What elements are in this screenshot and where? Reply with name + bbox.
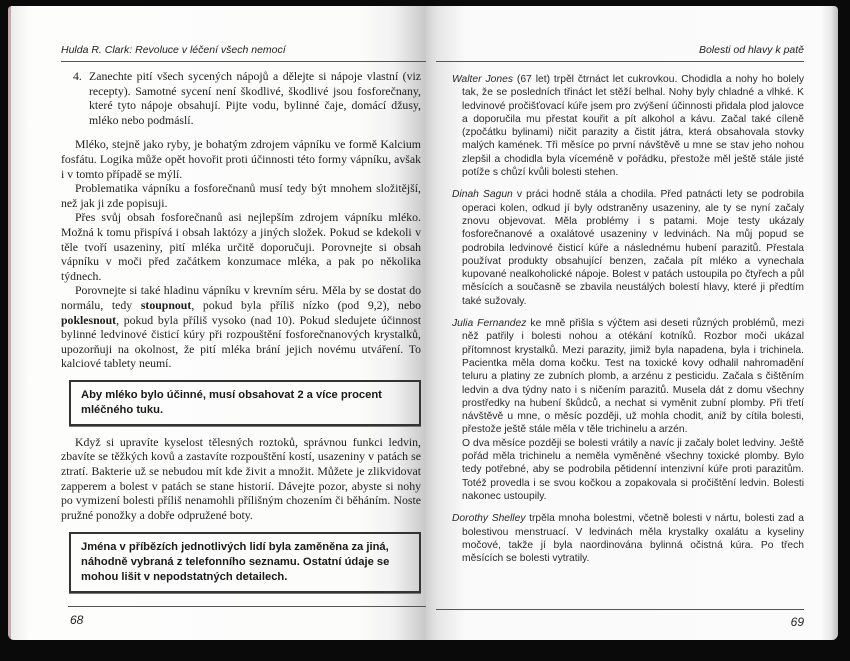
running-head-right: Bolesti od hlavy k patě [698,44,804,56]
case-continuation: O dva měsíce později se bolesti vrátily a navíc ji začaly bolet ledviny. Ještě pořád měla trichinelu a neměla vyměněné všechny toxické plomby. Bylo tedy potřebné, aby se podrobila pětidenní intenzivní kúře proti parazitům. Totéž provedla i se svou kočkou a zopakovala si pročištění ledvin. Bolesti nakonec ustoupily. [462,437,804,502]
text-run: , pokud byla příliš vysoko (nad 10). Pokud sledujete účinnost bylinné ledvinové čisticí kúry při rozpouštění fosforečnanových krystalků, upozorňuji na okolnost, že pití mléka brání jejich novému utváření. To kalciové tablety neumí. [61,312,421,371]
bold-term: poklesnout [61,312,117,327]
case-story [452,512,804,565]
patient-name: Dorothy Shelley [452,513,526,525]
page-number-left: 68 [70,613,84,627]
footer-rule [436,609,804,610]
right-page [426,6,838,640]
page-number-right: 69 [790,615,804,629]
left-page [8,6,426,640]
bold-term: stoupnout [140,297,192,312]
header-rule [436,61,804,62]
paragraph [61,283,421,371]
book-spread [8,6,844,644]
right-body [452,73,804,574]
running-head-left: Hulda R. Clark: Revoluce v léčení všech nemocí [61,44,286,56]
callout-box: Aby mléko bylo účinné, musí obsahovat 2 a více procent mléčného tuku. [69,380,421,426]
patient-name: Julia Fernandez [452,318,527,330]
header-rule [61,61,426,62]
case-text: trpěla mnoha bolestmi, včetně bolesti v nártu, bolesti zad a bolestivou menstruací. V ledvinách měla krystalky oxalátu a kyseliny močové, takže jí byla naordinována bylinná očistná kúra. Po třech měsících se bolesti vytratily. [462,513,804,565]
paragraph: Když si upravíte kyselost tělesných roztoků, správnou funkci ledvin, zbavíte se těžkých kovů a zastavíte rozpouštění kostí, usazeniny v patách se ztratí. Bakterie už se nebudou mít kde živit a množit. Můžete je zlikvidovat zapperem a bolest v patách se stane historií. Dávejte pozor, abyste si nohy po vymizení bolesti příliš nenamohli přílišným chozením či běháním. Noste pružné ponožky a dobře odpružené boty. [61,434,421,522]
case-story [452,317,804,437]
text-run: , pokud byla příliš nízko (pod 9,2), nebo [191,297,421,312]
case-text: v práci hodně stála a chodila. Před patnácti lety se podrobila operaci kolen, odkud jí byly odstraněny usazeniny, ale ty se nyní začaly znovu objevovat. Měla problémy i s patami. Moje testy ukázaly fosforečnanové a oxalátové usazeniny v ledvinách. Na můj popud se podrobila ledvinové čisticí kúře a následnému hubení parazitů. Přestala používat produkty obsahující benzen, začala pít mléko a vynechala kupované nealkoholické nápoje. Bolest v patách ustoupila po čtyřech a půl měsících a současně se zbavila neustálých bolestí hlavy, které ji předtím také sužovaly. [462,189,804,307]
case-story [452,188,804,308]
footer-rule [68,606,426,607]
case-text: ke mně přišla s výčtem asi deseti různých problémů, mezi něž patřily i bolesti nohou a otékání kotníků. Rozbor moči ukázal přítomnost krystalků. Mezi parazity, jimiž byla napadena, byla i trichinela. Pacientka měla doma kočku. Test na toxické kovy odhalil nahromadění teluru a platiny ze zubních plomb, a arzénu z pesticidu. Začala s čištěním ledvin a dva týdny nato i s ničením parazitů. Musela dát z domu všechny prostředky na hubení škůdců, a nechat si vyměnit zubní plomby. Při třetí návštěvě u mne, o měsíc později, už mohla chodit, aniž by cítila bolesti, přestože ještě stále měla v těle trichinelu a arzén. [462,318,804,436]
case-text: (67 let) trpěl čtrnáct let cukrovkou. Chodidla a nohy ho bolely tak, že se posledních třináct let stěží belhal. Nohy byly chladné a vlhké. K ledvinové pročišťovací kúře jsem pro zvýšení účinnosti přidala plod jalovce a doporučila mu přestat kouřit a pít alkohol a kávu. Začal také cíleně (zpočátku bylinami) ničit parazity a čistit játra, která obsahovala stovky malých kamének. Tři měsíce po první návštěvě u mne se stav jeho nohou zlepšil a chodidla byla víceméně v pořádku, přestože měl ještě stále jisté potíže s chůzí kvůli bolesti stehen. [462,74,804,179]
text-run: Porovnejte si také hladinu vápníku v krevním séru. Měla by se dostat do normálu, tedy [61,283,421,312]
case-story [452,73,804,179]
paragraph: Mléko, stejně jako ryby, je bohatým zdrojem vápníku ve formě Kalcium fosfátu. Logika může opět hovořit proti účinnosti této formy vápníku, avšak i v tomto případě se mýlí. [61,137,421,181]
list-number: 4. [73,69,82,83]
list-item [61,69,421,127]
patient-name: Dinah Sagun [452,189,513,201]
paragraph: Problematika vápníku a fosforečnanů musí tedy být mnohem složitější, než jak ji zde popisuji. [61,181,421,210]
page-edge [8,6,11,640]
disclaimer-box: Jména v příbězích jednotlivých lidí byla zaměněna za jiná, náhodně vybraná z telefonního seznamu. Ostatní údaje se mohou lišit v nepodstatných detailech. [69,532,421,593]
list-text: Zanechte pití všech sycených nápojů a dělejte si nápoje vlastní (viz recepty). Samotné sycení není škodlivé, škodlivé jsou fosforečnany, které tyto nápoje obsahují. Pijte vodu, bylinné čaje, domácí džusy, mléko nebo podmáslí. [89,69,421,127]
left-body [61,69,421,593]
patient-name: Walter Jones [452,74,513,85]
paragraph: Přes svůj obsah fosforečnanů asi nejlepším zdrojem vápníku mléko. Možná k tomu přispívá i obsah laktózy a jiných složek. Pokud se kdekoli v těle tvoří usazeniny, pití mléka určitě doporučuji. Porovnejte si obsah vápníku v moči před začátkem konzumace mléka, a pak po několika týdnech. [61,210,421,283]
